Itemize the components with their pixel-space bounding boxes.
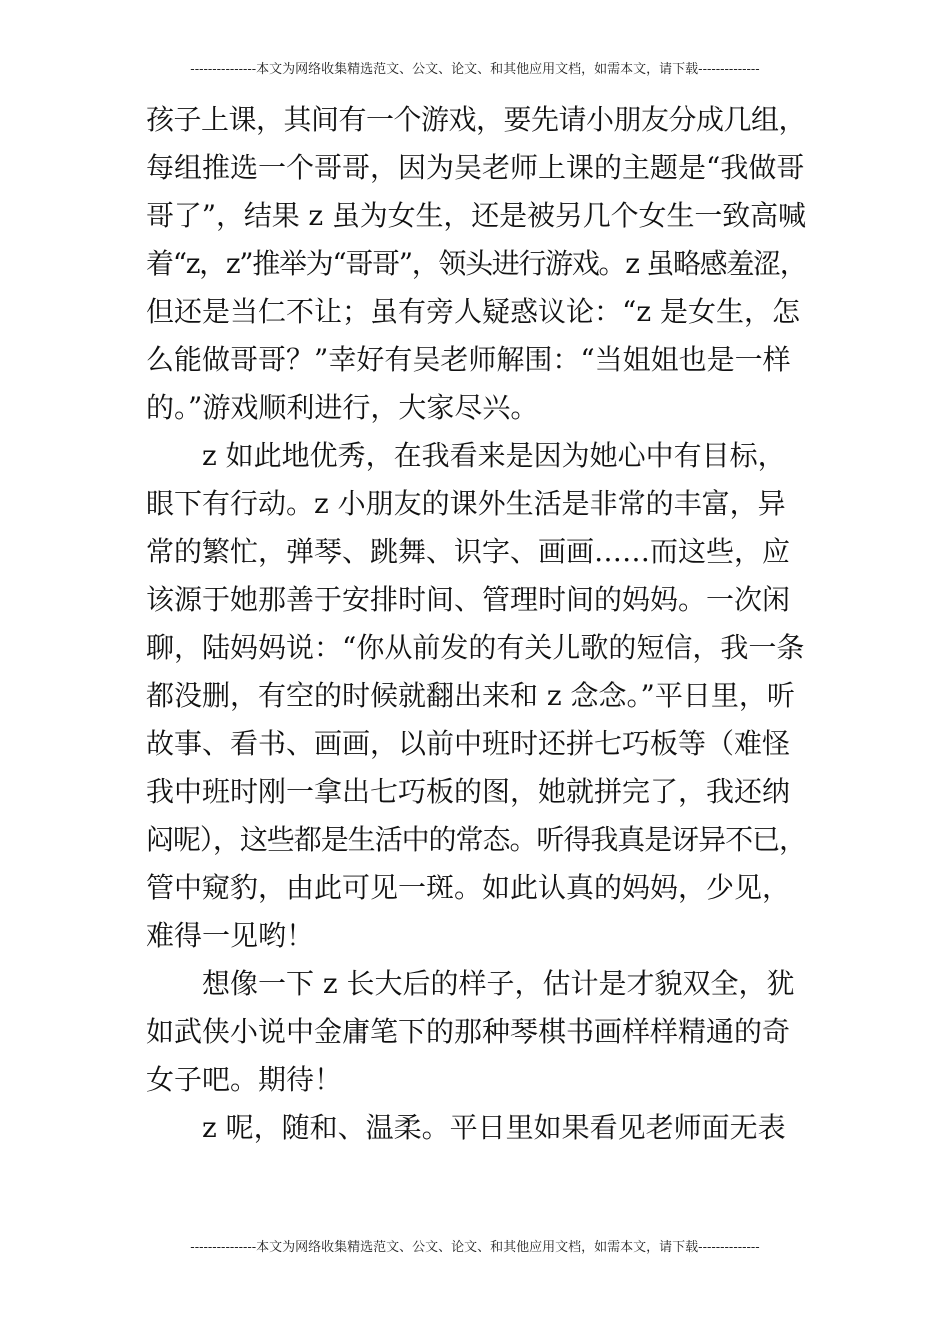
text-line: 女子吧。期待！ — [146, 1063, 343, 1096]
text-line: 闷呢），这些都是生活中的常态。听得我真是讶异不已， — [146, 823, 807, 856]
text-line: 每组推选一个哥哥，因为吴老师上课的主题是“我做哥 — [146, 151, 805, 184]
text-line: 我中班时刚一拿出七巧板的图，她就拼完了，我还纳 — [146, 775, 791, 808]
text-line: 故事、看书、画画，以前中班时还拼七巧板等（难怪 — [146, 727, 791, 760]
text-line: 想像一下 z 长大后的样子，估计是才貌双全，犹 — [202, 967, 795, 1000]
text-line: z 呢，随和、温柔。平日里如果看见老师面无表 — [202, 1111, 786, 1144]
text-line: 常的繁忙，弹琴、跳舞、识字、画画……而这些，应 — [146, 535, 791, 568]
text-line: 该源于她那善于安排时间、管理时间的妈妈。一次闲 — [146, 583, 791, 616]
paragraph — [146, 96, 806, 432]
paragraph — [146, 960, 806, 1104]
header-banner: ---------------本文为网络收集精选范文、公文、论文、和其他应用文档，如需本文，请下载-------------- — [190, 62, 760, 77]
text-line: 但还是当仁不让；虽有旁人疑惑议论：“z 是女生，怎 — [146, 295, 800, 328]
paragraph — [146, 1104, 806, 1152]
text-line: 孩子上课，其间有一个游戏，要先请小朋友分成几组， — [146, 103, 807, 136]
text-line: 都没删，有空的时候就翻出来和 z 念念。”平日里，听 — [146, 679, 795, 712]
paragraph — [146, 432, 806, 960]
text-line: 着“z，z”推举为“哥哥”，领头进行游戏。z 虽略感羞涩， — [146, 247, 807, 280]
text-line: 哥了”，结果 z 虽为女生，还是被另几个女生一致高喊 — [146, 199, 806, 232]
footer-banner: ---------------本文为网络收集精选范文、公文、论文、和其他应用文档，如需本文，请下载-------------- — [190, 1240, 760, 1255]
text-line: 如武侠小说中金庸笔下的那种琴棋书画样样精通的奇 — [146, 1015, 791, 1048]
text-line: 么能做哥哥？”幸好有吴老师解围：“当姐姐也是一样 — [146, 343, 791, 376]
text-line: z 如此地优秀，在我看来是因为她心中有目标， — [202, 439, 786, 472]
text-line: 聊，陆妈妈说：“你从前发的有关儿歌的短信，我一条 — [146, 631, 805, 664]
text-line: 难得一见哟！ — [146, 919, 315, 952]
text-line: 眼下有行动。z 小朋友的课外生活是非常的丰富，异 — [146, 487, 786, 520]
text-line: 的。”游戏顺利进行，大家尽兴。 — [146, 391, 539, 424]
document-body — [146, 96, 806, 1152]
text-line: 管中窥豹，由此可见一斑。如此认真的妈妈，少见， — [146, 871, 791, 904]
